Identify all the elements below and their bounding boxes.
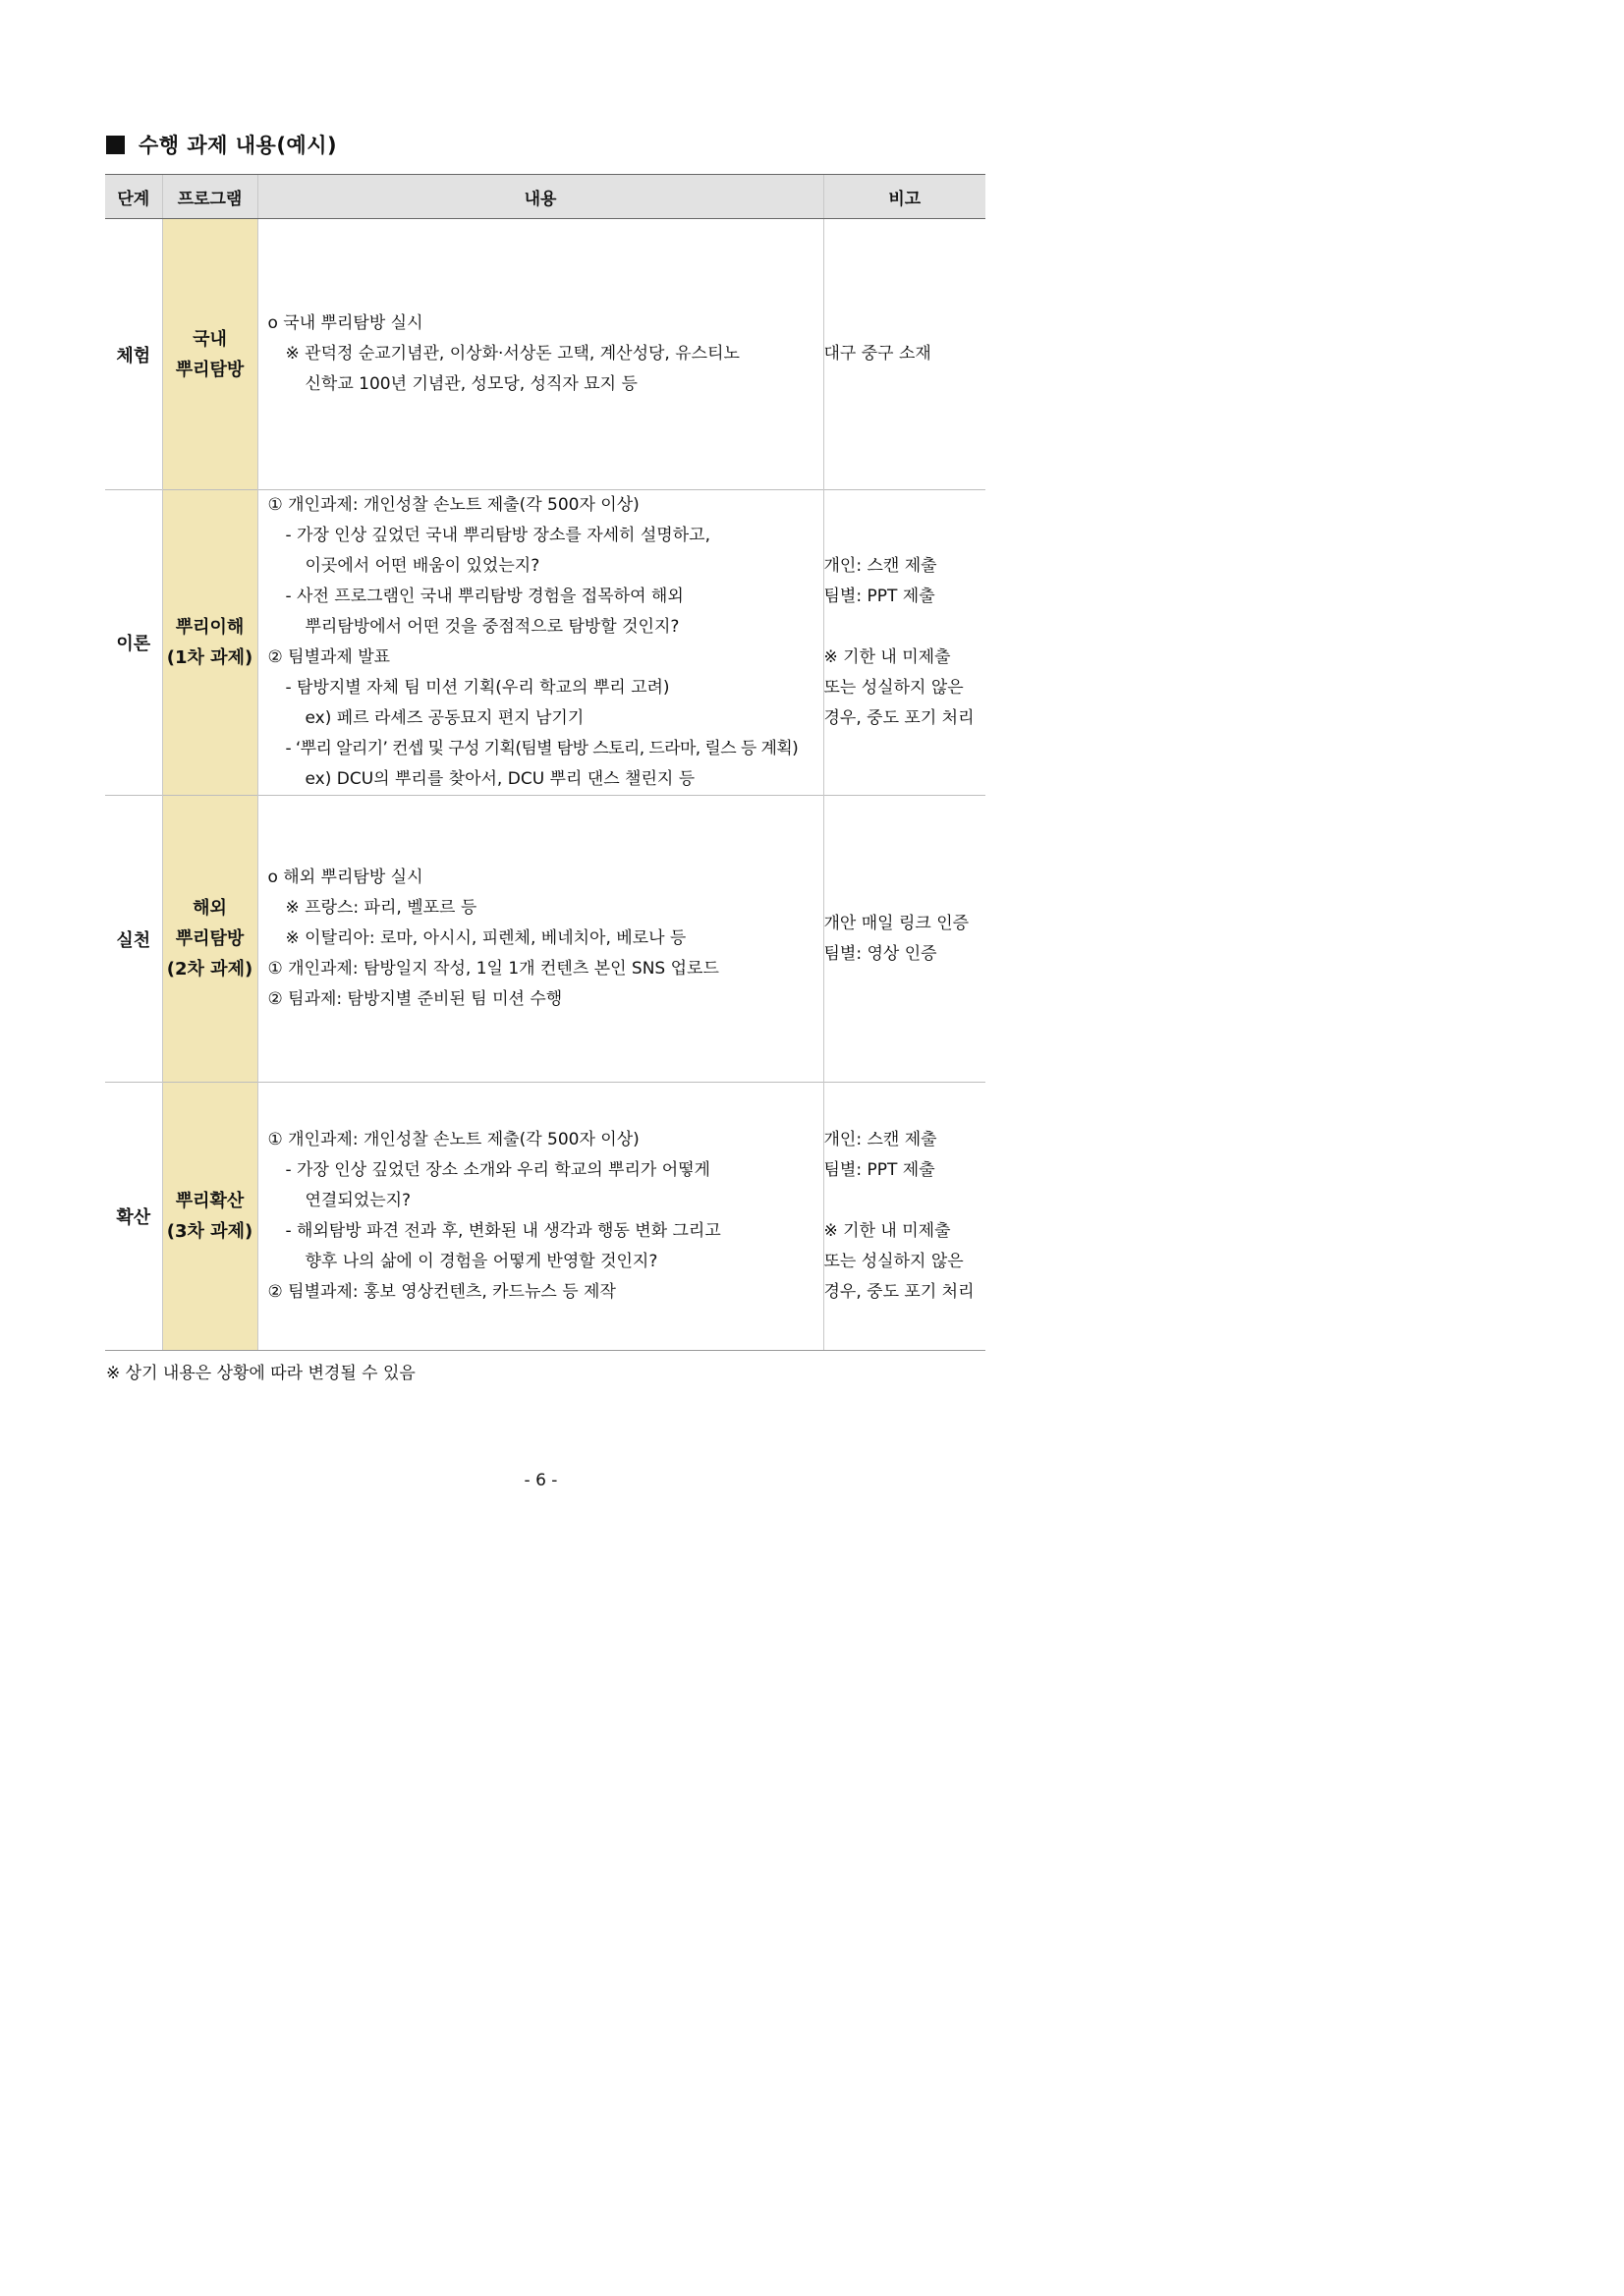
note-cell: [823, 490, 985, 796]
page-number: - 6 -: [524, 1471, 558, 1490]
table-header-row: [105, 175, 985, 219]
note-line: 개안 매일 링크 인증: [823, 913, 970, 933]
note-line: 또는 성실하지 않은: [823, 1252, 964, 1271]
table-row: [105, 796, 985, 1083]
program-line: 국내: [193, 328, 227, 350]
note-line: 경우, 중도 포기 처리: [823, 708, 975, 728]
content-line: ② 팀별과제 발표: [267, 647, 391, 667]
content-line: ② 팀과제: 탐방지별 준비된 팀 미션 수행: [267, 989, 563, 1009]
section-heading: [106, 128, 337, 161]
program-line: 뿌리탐방: [175, 359, 245, 380]
stage-cell: 이론: [105, 490, 162, 796]
note-spacer: [824, 612, 986, 643]
content-line: ① 개인과제: 탐방일지 작성, 1일 1개 컨텐츠 본인 SNS 업로드: [267, 959, 719, 979]
note-line: 팀별: PPT 제출: [823, 1160, 935, 1180]
note-cell: [823, 219, 985, 490]
content-line: ※ 프랑스: 파리, 벨포르 등: [285, 898, 477, 918]
content-line: - 가장 인상 깊었던 국내 뿌리탐방 장소를 자세히 설명하고,: [285, 526, 710, 545]
content-line: o 국내 뿌리탐방 실시: [267, 313, 423, 333]
program-line: (1차 과제): [166, 647, 253, 668]
content-line: 연결되었는지?: [305, 1191, 412, 1210]
content-line: ① 개인과제: 개인성찰 손노트 제출(각 500자 이상): [267, 1130, 640, 1149]
content-line: ② 팀별과제: 홍보 영상컨텐츠, 카드뉴스 등 제작: [267, 1282, 616, 1302]
header-stage: 단계: [105, 175, 162, 219]
table-row: [105, 219, 985, 490]
content-line: 뿌리탐방에서 어떤 것을 중점적으로 탐방할 것인지?: [305, 617, 680, 637]
content-line: - 해외탐방 파견 전과 후, 변화된 내 생각과 행동 변화 그리고: [285, 1221, 721, 1241]
content-line: 이곳에서 어떤 배움이 있었는지?: [305, 556, 540, 576]
note-line: ※ 기한 내 미제출: [823, 1221, 951, 1241]
content-line: ex) DCU의 뿌리를 찾아서, DCU 뿌리 댄스 챌린지 등: [305, 769, 696, 789]
header-content: 내용: [257, 175, 823, 219]
program-cell: [162, 796, 257, 1083]
content-cell: [257, 796, 823, 1083]
stage-cell: 체험: [105, 219, 162, 490]
note-line: 팀별: PPT 제출: [823, 587, 935, 606]
program-line: 뿌리이해: [175, 617, 245, 638]
content-cell: [257, 219, 823, 490]
content-line: 신학교 100년 기념관, 성모당, 성직자 묘지 등: [305, 374, 638, 394]
header-program: 프로그램: [162, 175, 257, 219]
content-line: o 해외 뿌리탐방 실시: [267, 868, 423, 887]
header-note: 비고: [823, 175, 985, 219]
note-line: 개인: 스캔 제출: [823, 556, 937, 576]
table-row: [105, 1083, 985, 1351]
content-line: ex) 페르 라셰즈 공동묘지 편지 남기기: [305, 708, 585, 728]
content-line: - 가장 인상 깊었던 장소 소개와 우리 학교의 뿌리가 어떻게: [285, 1160, 710, 1180]
content-cell: [257, 490, 823, 796]
note-cell: [823, 1083, 985, 1351]
program-line: 뿌리탐방: [175, 928, 245, 949]
square-bullet-icon: [106, 136, 125, 154]
note-spacer: [824, 1186, 986, 1216]
assignment-table: [105, 174, 985, 1351]
table-row: [105, 490, 985, 796]
content-line: - 탐방지별 자체 팀 미션 기획(우리 학교의 뿌리 고려): [285, 678, 670, 698]
note-cell: [823, 796, 985, 1083]
content-line: ① 개인과제: 개인성찰 손노트 제출(각 500자 이상): [267, 495, 640, 515]
program-cell: [162, 1083, 257, 1351]
program-line: 뿌리확산: [175, 1191, 245, 1211]
program-line: 해외: [193, 898, 227, 919]
note-line: 대구 중구 소재: [823, 344, 931, 364]
note-line: 또는 성실하지 않은: [823, 678, 964, 698]
program-line: (3차 과제): [166, 1221, 253, 1242]
program-line: (2차 과제): [166, 959, 253, 980]
content-line: - ‘뿌리 알리기’ 컨셉 및 구성 기획(팀별 탐방 스토리, 드라마, 릴스 등 계획): [285, 739, 799, 758]
section-title: 수행 과제 내용(예시): [139, 134, 338, 157]
content-line: ※ 이탈리아: 로마, 아시시, 피렌체, 베네치아, 베로나 등: [285, 928, 687, 948]
content-cell: [257, 1083, 823, 1351]
content-line: 향후 나의 삶에 이 경험을 어떻게 반영할 것인지?: [305, 1252, 658, 1271]
content-line: - 사전 프로그램인 국내 뿌리탐방 경험을 접목하여 해외: [285, 587, 684, 606]
note-line: 팀별: 영상 인증: [823, 943, 937, 964]
program-cell: [162, 490, 257, 796]
footnote: ※ 상기 내용은 상황에 따라 변경될 수 있음: [106, 1364, 416, 1383]
stage-cell: 확산: [105, 1083, 162, 1351]
program-cell: [162, 219, 257, 490]
stage-cell: 실천: [105, 796, 162, 1083]
note-line: 경우, 중도 포기 처리: [823, 1282, 975, 1302]
note-line: 개인: 스캔 제출: [823, 1130, 937, 1149]
note-line: ※ 기한 내 미제출: [823, 647, 951, 667]
content-line: ※ 관덕정 순교기념관, 이상화·서상돈 고택, 계산성당, 유스티노: [285, 344, 740, 364]
